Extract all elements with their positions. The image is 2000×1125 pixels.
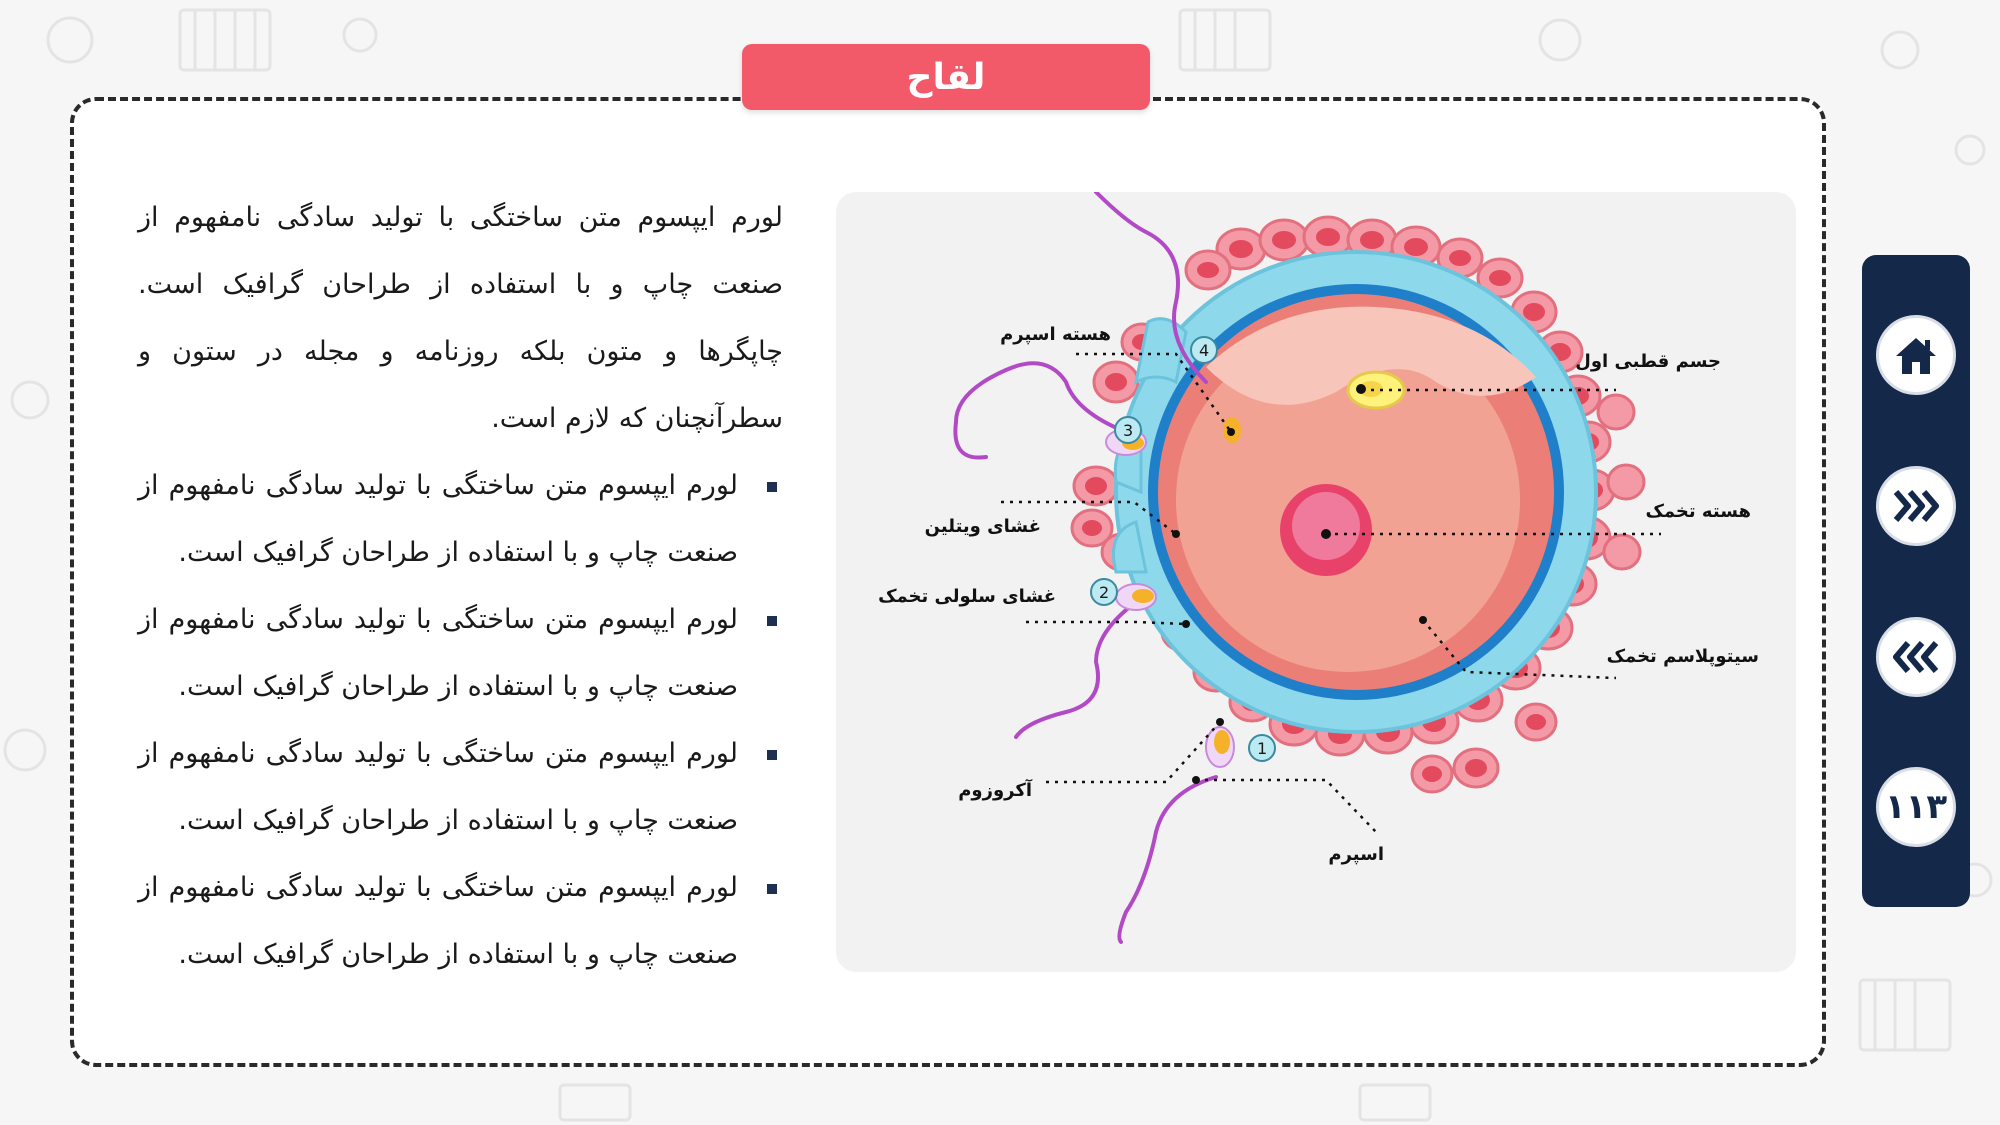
page-number-badge [1876, 767, 1956, 847]
bullet-item: لورم ایپسوم متن ساختگی با تولید سادگی نامفهوم از صنعت چاپ و با استفاده از طراحان گرافیک است. [138, 720, 783, 854]
stage-2: 2 [1099, 583, 1110, 602]
bullet-item: لورم ایپسوم متن ساختگی با تولید سادگی نامفهوم از صنعت چاپ و با استفاده از طراحان گرافیک است. [138, 854, 783, 988]
page-title: لقاح [742, 44, 1150, 110]
label-sperm-nucleus: هسته اسپرم [1000, 324, 1111, 345]
label-vitelline-membrane: غشای ویتلین [924, 516, 1041, 537]
bullet-item: لورم ایپسوم متن ساختگی با تولید سادگی نامفهوم از صنعت چاپ و با استفاده از طراحان گرافیک است. [138, 586, 783, 720]
previous-page-button[interactable] [1876, 617, 1956, 697]
bullet-item: لورم ایپسوم متن ساختگی با تولید سادگی نامفهوم از صنعت چاپ و با استفاده از طراحان گرافیک است. [138, 452, 783, 586]
double-chevron-left-icon [1890, 637, 1942, 677]
fertilization-diagram [836, 192, 1796, 972]
stage-1: 1 [1257, 739, 1268, 758]
label-acrosome: آکروزوم [958, 780, 1032, 801]
next-page-button[interactable] [1876, 466, 1956, 546]
bullet-list [138, 452, 783, 988]
label-first-polar-body: جسم قطبی اول [1575, 351, 1721, 372]
label-sperm: اسپرم [1328, 844, 1384, 865]
side-navigation [1862, 255, 1970, 907]
home-button[interactable] [1876, 315, 1956, 395]
home-icon [1892, 332, 1940, 378]
label-egg-nucleus: هسته تخمک [1645, 501, 1751, 522]
text-column [138, 184, 783, 988]
page-number: ۱۱۳ [1884, 787, 1948, 827]
stage-3: 3 [1123, 421, 1134, 440]
egg-cell-illustration [836, 192, 1796, 972]
label-egg-cell-membrane: غشای سلولی تخمک [878, 586, 1056, 607]
stage-4: 4 [1199, 341, 1210, 360]
double-chevron-right-icon [1890, 486, 1942, 526]
label-egg-cytoplasm: سیتوپلاسم تخمک [1606, 646, 1759, 667]
intro-paragraph: لورم ایپسوم متن ساختگی با تولید سادگی نامفهوم از صنعت چاپ و با استفاده از طراحان گرافیک است. چاپگرها و متون بلکه روزنامه و مجله در ستون و سطرآنچنان که لازم است. [138, 202, 783, 434]
